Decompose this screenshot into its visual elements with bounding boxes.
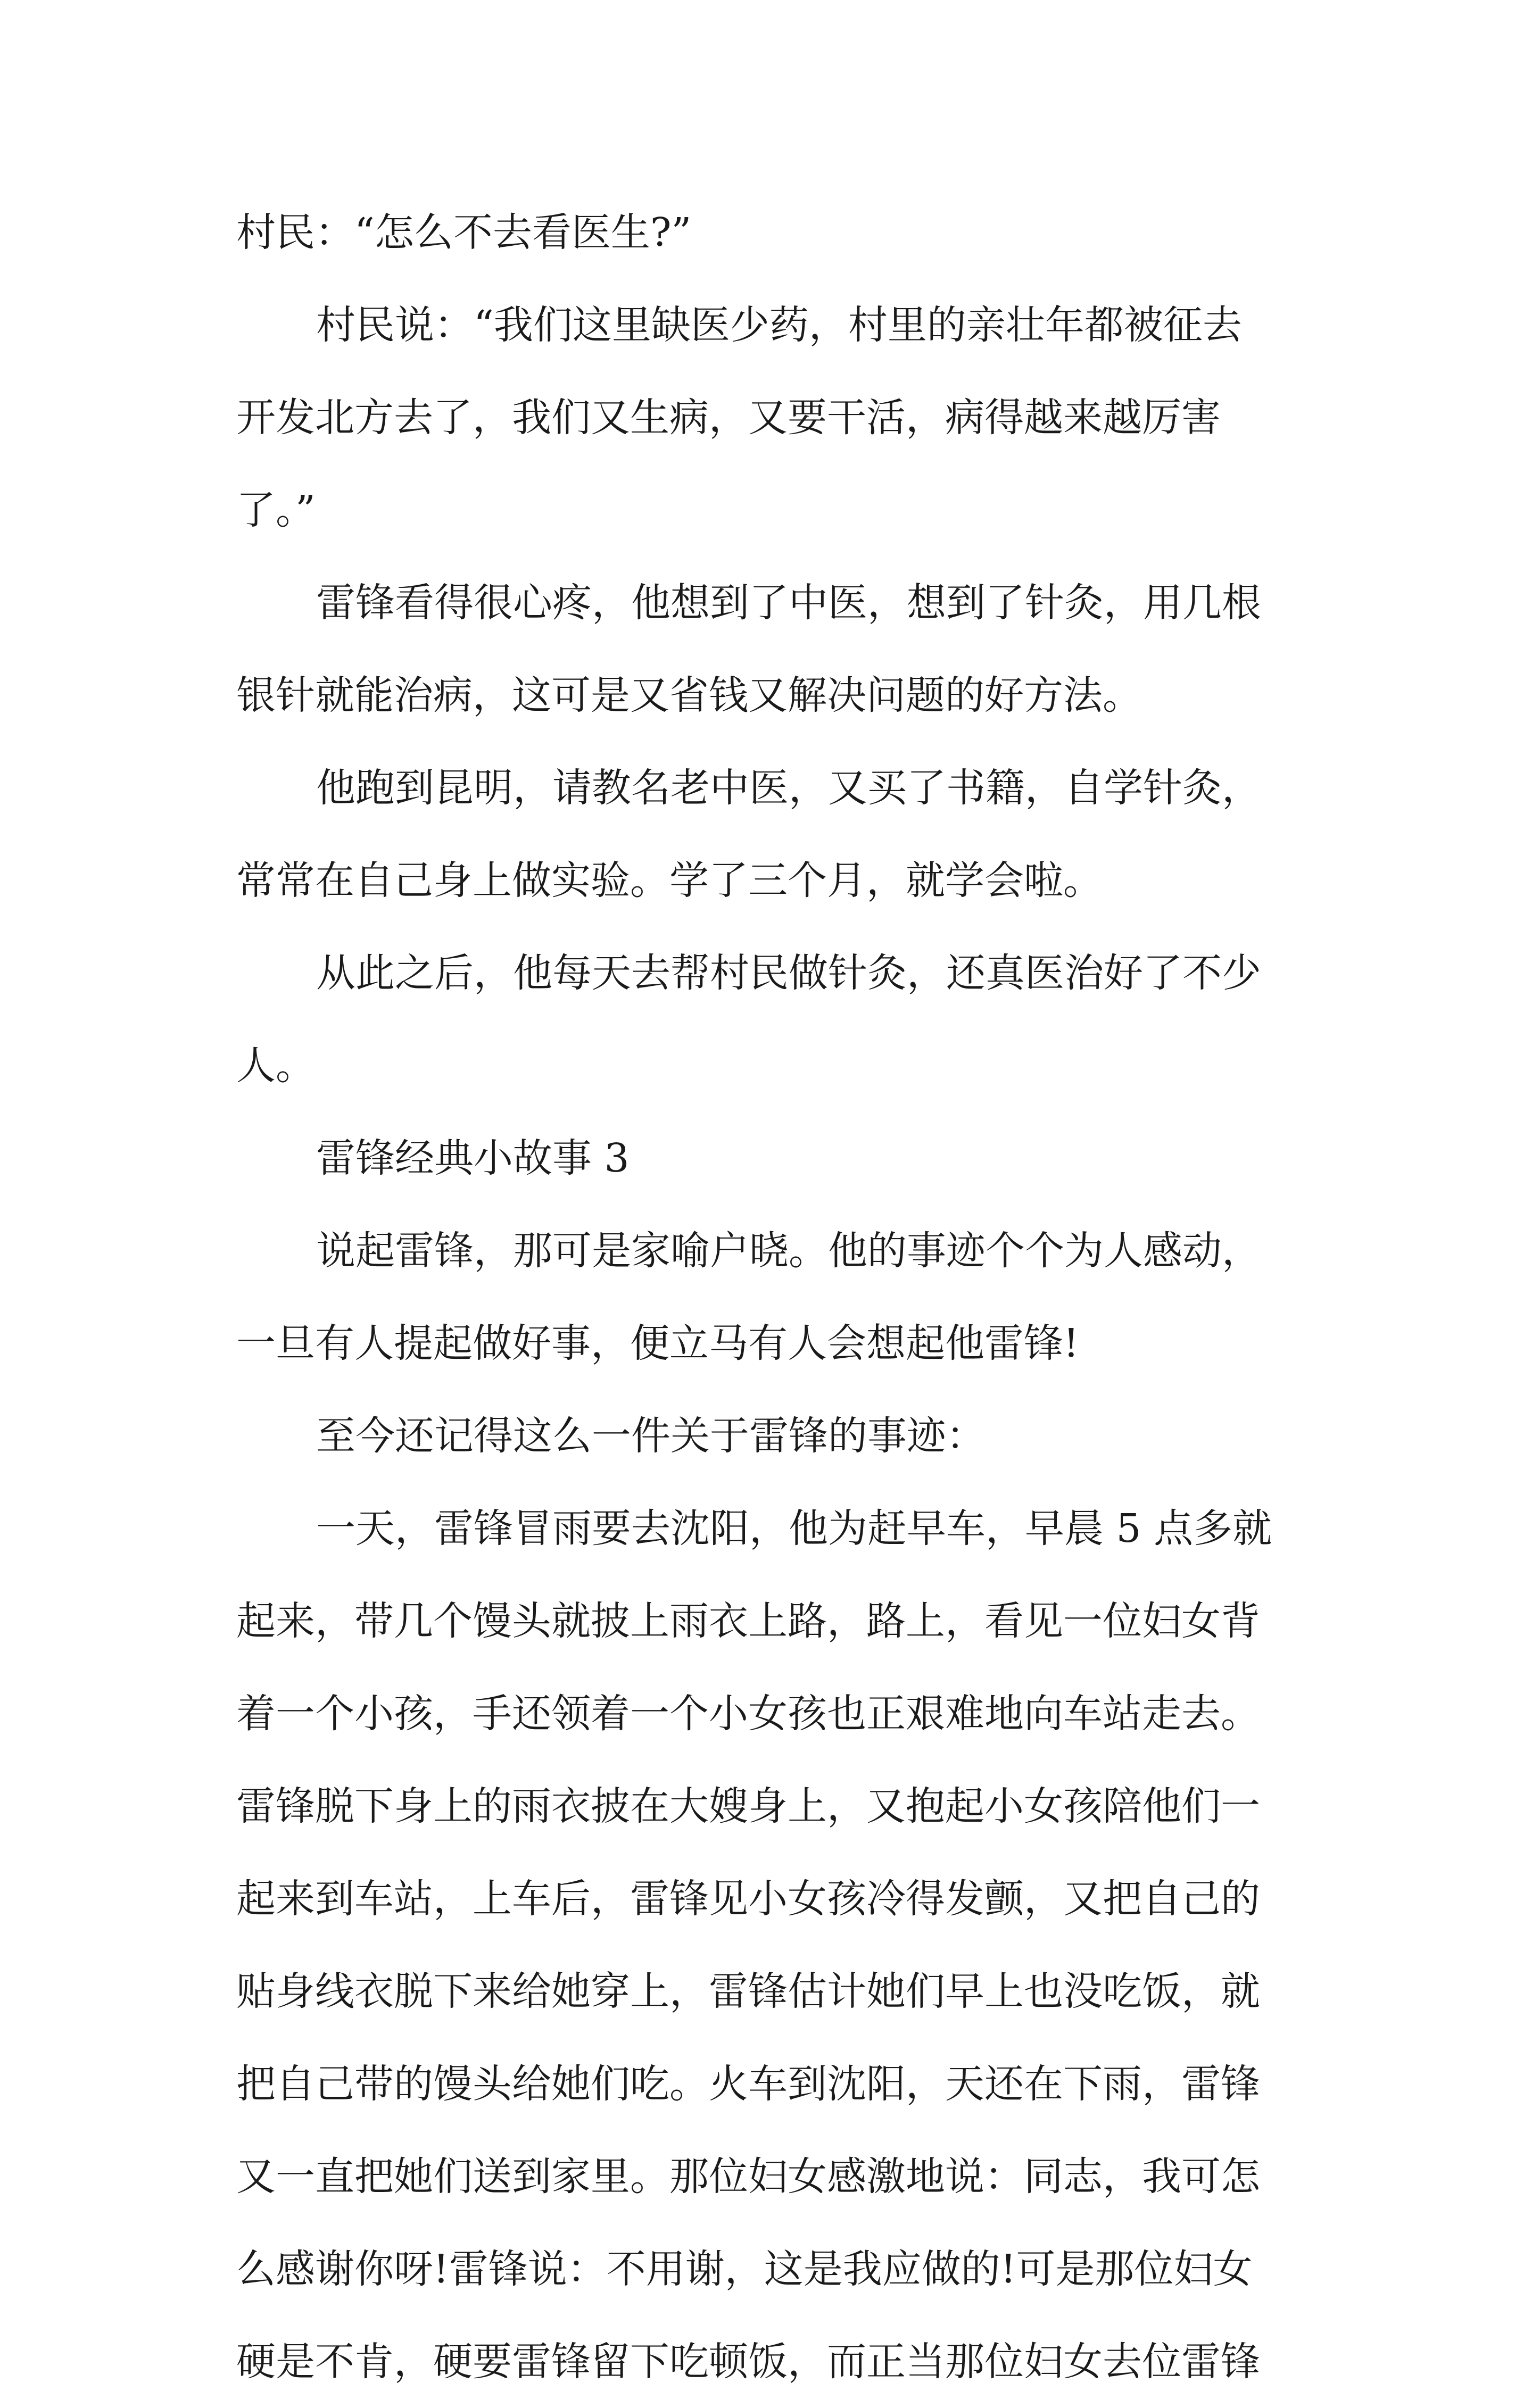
text-line: 雷锋看得很心疼，他想到了中医，想到了针灸，用几根 — [316, 580, 1261, 626]
text-line: 起来到车站，上车后，雷锋见小女孩冷得发颤，又把自己的 — [236, 1876, 1260, 1922]
section-heading: 雷锋经典小故事 3 — [316, 1135, 630, 1181]
text-line: 人。 — [236, 1043, 315, 1089]
document-body — [236, 186, 1322, 2408]
text-line: 雷锋脱下身上的雨衣披在大嫂身上，又抱起小女孩陪他们一 — [236, 1783, 1260, 1829]
text-line: 说起雷锋，那可是家喻户晓。他的事迹个个为人感动， — [316, 1228, 1261, 1274]
text-line: 从此之后，他每天去帮村民做针灸，还真医治好了不少 — [316, 950, 1261, 996]
text-line: 又一直把她们送到家里。那位妇女感激地说：同志，我可怎 — [236, 2154, 1260, 2199]
text-line: 起来，带几个馒头就披上雨衣上路，路上，看见一位妇女背 — [236, 1598, 1260, 1644]
text-line: 村民：“怎么不去看医生?” — [236, 210, 692, 255]
text-line: 把自己带的馒头给她们吃。火车到沈阳，天还在下雨，雷锋 — [236, 2061, 1260, 2107]
text-line: 村民说：“我们这里缺医少药，村里的亲壮年都被征去 — [316, 302, 1242, 348]
text-line: 一旦有人提起做好事，便立马有人会想起他雷锋! — [236, 1321, 1079, 1366]
text-line: 常常在自己身上做实验。学了三个月，就学会啦。 — [236, 858, 1103, 903]
text-line: 着一个小孩，手还领着一个小女孩也正艰难地向车站走去。 — [236, 1691, 1260, 1737]
text-line: 硬是不肯，硬要雷锋留下吃顿饭，而正当那位妇女去位雷锋 — [236, 2339, 1260, 2385]
text-line: 他跑到昆明，请教名老中医，又买了书籍，自学针灸， — [316, 765, 1261, 811]
text-line: 开发北方去了，我们又生病，又要干活，病得越来越厉害 — [236, 395, 1221, 441]
text-line: 了。” — [236, 487, 316, 533]
text-line: 至今还记得这么一件关于雷锋的事迹： — [316, 1413, 986, 1459]
text-line: 么感谢你呀!雷锋说：不用谢，这是我应做的!可是那位妇女 — [236, 2246, 1253, 2292]
text-line: 一天，雷锋冒雨要去沈阳，他为赶早车，早晨 5 点多就 — [316, 1506, 1272, 1551]
text-line: 银针就能治病，这可是又省钱又解决问题的好方法。 — [236, 672, 1142, 718]
text-line: 贴身线衣脱下来给她穿上，雷锋估计她们早上也没吃饭，就 — [236, 1969, 1260, 2014]
